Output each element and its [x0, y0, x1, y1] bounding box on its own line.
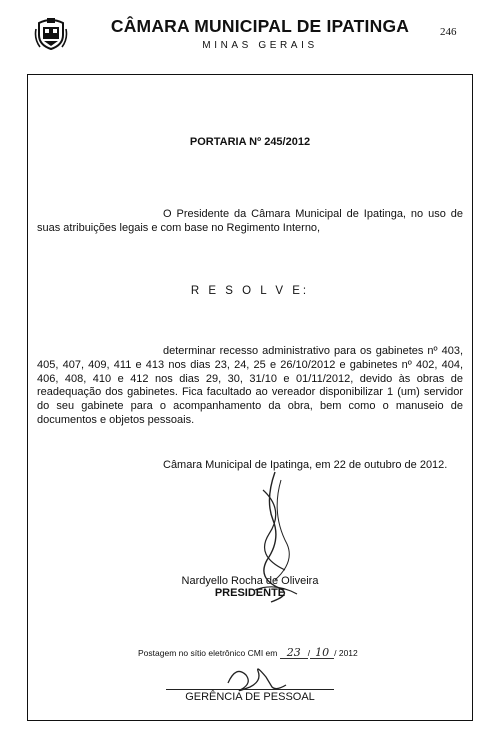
signature-line: [166, 689, 334, 690]
posting-stamp: [138, 648, 358, 659]
posting-year: / 2012: [334, 648, 358, 658]
signatory-role: PRESIDENTE: [214, 587, 286, 599]
document-title: PORTARIA Nº 245/2012: [189, 136, 311, 148]
municipal-coat-of-arms-icon: [34, 15, 68, 51]
intro-paragraph: O Presidente da Câmara Municipal de Ipatinga, no uso de suas atribuições legais e com base no Regimento Interno,: [37, 208, 463, 234]
posting-day: 23: [280, 648, 308, 659]
posting-label: Postagem no sítio eletrônico CMI em: [138, 648, 278, 658]
sector-name: GERÊNCIA DE PESSOAL: [185, 691, 315, 703]
signatory-name: Nardyello Rocha de Oliveira: [181, 575, 319, 587]
place-date: Câmara Municipal de Ipatinga, em 22 de outubro de 2012.: [163, 459, 448, 471]
page-number: 246: [440, 26, 457, 38]
posting-separator: /: [307, 648, 311, 658]
posting-month: 10: [310, 648, 334, 659]
body-paragraph: determinar recesso administrativo para os gabinetes nº 403, 405, 407, 409, 411 e 413 nos dias 23, 24, 25 e 26/10/2012 e gabinetes nº 402, 404, 406, 408, 410 e 412 nos dias 29, 30, 31/10 e 01/11/2012, devido às obras de readequação dos gabinetes. Fica facultado ao vereador disponibilizar 1 (um) servidor do seu gabinete para o acompanhamento da obra, bem como o manuseio de documentos e objetos pessoais.: [37, 345, 463, 426]
resolve-heading: R E S O L V E:: [190, 285, 310, 297]
header-title: CÂMARA MUNICIPAL DE IPATINGA: [110, 16, 410, 36]
header-subtitle: MINAS GERAIS: [202, 40, 318, 51]
